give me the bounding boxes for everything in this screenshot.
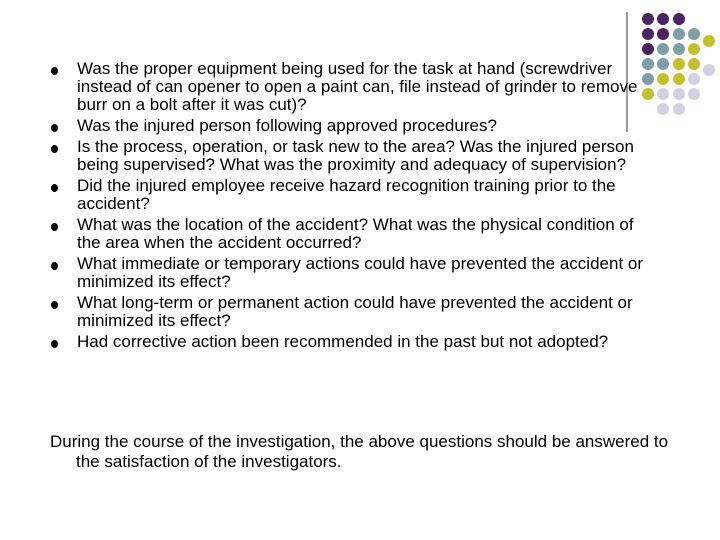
- bullet-dot-icon: [51, 67, 58, 75]
- bullet-text: Was the injured person following approved procedures?: [77, 116, 497, 136]
- bullet-text: What long-term or permanent action could have prevented the accident or minimized its effect?: [77, 293, 633, 331]
- decor-dot: [642, 43, 654, 55]
- bullet-item: [40, 294, 660, 330]
- bullet-text: Is the process, operation, or task new to the area? Was the injured person being supervised? What was the proximity and adequacy of supervision?: [77, 137, 634, 175]
- decor-dot: [642, 28, 654, 40]
- decor-dot: [703, 35, 715, 47]
- bullet-item: [40, 255, 660, 291]
- closing-paragraph: During the course of the investigation, the above questions should be answered to the satisfaction of the investigators.: [50, 432, 669, 471]
- decor-dot: [688, 28, 700, 40]
- bullet-dot-icon: [51, 301, 58, 309]
- decor-dot: [642, 13, 654, 25]
- decor-dot: [673, 73, 685, 85]
- bullet-dot-icon: [51, 184, 58, 192]
- bullet-text: What immediate or temporary actions could have prevented the accident or minimized its effect?: [77, 254, 644, 292]
- bullet-text: Did the injured employee receive hazard recognition training prior to the accident?: [77, 176, 616, 214]
- bullet-dot-icon: [51, 145, 58, 153]
- bullet-dot-icon: [51, 223, 58, 231]
- decor-dot: [673, 43, 685, 55]
- decor-dot: [688, 73, 700, 85]
- decor-dot: [657, 13, 669, 25]
- bullet-text: Was the proper equipment being used for the task at hand (screwdriver instead of can opener to open a paint can, file instead of grinder to remove burr on a bolt after it was cut)?: [77, 59, 638, 115]
- decor-dot: [673, 88, 685, 100]
- decor-dot: [673, 103, 685, 115]
- bullet-text: Had corrective action been recommended in the past but not adopted?: [77, 332, 609, 351]
- bullet-dot-icon: [51, 340, 58, 348]
- bullet-text: What was the location of the accident? What was the physical condition of the area when the accident occurred?: [77, 215, 634, 253]
- decor-dot: [688, 58, 700, 70]
- decor-dot: [673, 13, 685, 25]
- bullet-item: [40, 138, 660, 174]
- bullet-dot-icon: [51, 124, 58, 132]
- decor-dot: [673, 58, 685, 70]
- bullet-item: [40, 60, 660, 115]
- bullet-list: [40, 60, 660, 354]
- bullet-item: [40, 117, 660, 135]
- bullet-item: [40, 333, 660, 351]
- decor-dot: [657, 28, 669, 40]
- decor-dot: [673, 28, 685, 40]
- bullet-dot-icon: [51, 262, 58, 270]
- bullet-item: [40, 177, 660, 213]
- decor-dot: [657, 43, 669, 55]
- decor-dot: [688, 43, 700, 55]
- decor-dot: [703, 64, 715, 76]
- bullet-item: [40, 216, 660, 252]
- decor-dot: [688, 88, 700, 100]
